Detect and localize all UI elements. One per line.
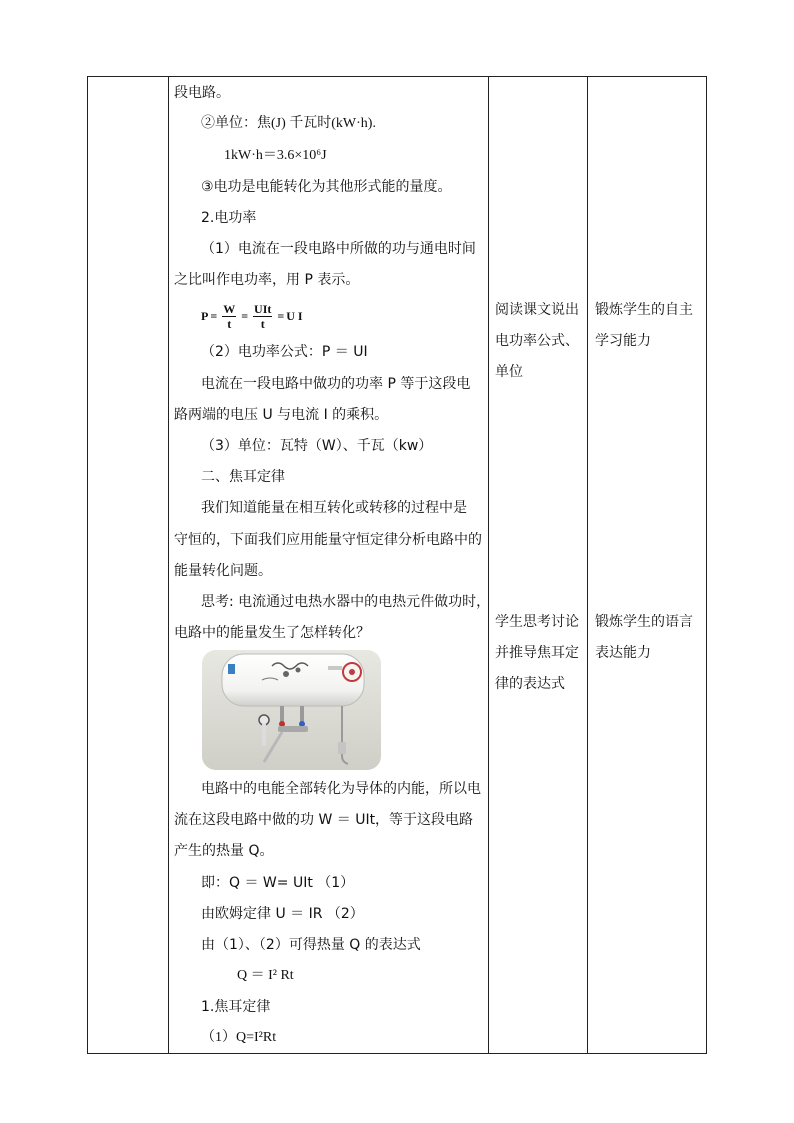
formula-p: P	[201, 308, 209, 323]
section-heading: 二、焦耳定律	[201, 469, 285, 485]
student-activity-1	[495, 295, 579, 388]
student-activity-2	[495, 607, 579, 700]
content-line: 即：Q ＝ W= UIt （1）	[201, 875, 355, 891]
content-line: 路两端的电压 U 与电流 I 的乘积。	[174, 407, 389, 423]
content-line: （1）Q=I²Rt	[201, 1030, 277, 1045]
content-line: Q ＝ I² Rt	[237, 968, 294, 983]
fraction-uit-over-t	[253, 302, 272, 331]
content-line: 由（1）、（2）可得热量 Q 的表达式	[201, 937, 421, 953]
activity-line: 阅读课文说出	[495, 302, 579, 318]
intent-line: 学习能力	[595, 333, 651, 349]
intent-line: 锻炼学生的语言	[595, 614, 693, 630]
intent-line: 锻炼学生的自主	[595, 302, 693, 318]
content-heading: 1.焦耳定律	[201, 999, 271, 1015]
content-line: 守恒的，下面我们应用能量守恒定律分析电路中的	[174, 532, 482, 548]
design-intent-1	[595, 295, 693, 357]
activity-line: 单位	[495, 364, 523, 380]
fraction-w-over-t	[222, 302, 236, 331]
fraction-numerator: W	[223, 301, 236, 316]
activity-line: 学生思考讨论	[495, 614, 579, 630]
content-line: （2）电功率公式：P ＝ UI	[201, 344, 368, 360]
content-line: 产生的热量 Q。	[174, 843, 274, 859]
content-line: ③电功是电能转化为其他形式能的量度。	[201, 179, 452, 195]
column-divider-1	[168, 77, 169, 1053]
content-line: 电路中的能量发生了怎样转化？	[174, 625, 370, 641]
content-line: 能量转化问题。	[174, 563, 272, 579]
fraction-numerator: UIt	[254, 301, 272, 316]
content-line: ②单位：焦(J) 千瓦时(kW·h).	[201, 116, 376, 131]
activity-line: 并推导焦耳定	[495, 645, 579, 661]
activity-line: 律的表达式	[495, 676, 565, 692]
content-heading: 2.电功率	[201, 210, 257, 226]
fraction-denominator: t	[227, 316, 232, 331]
content-line: 段电路。	[174, 85, 230, 101]
activity-line: 电功率公式、	[495, 333, 579, 349]
content-line: （3）单位：瓦特（W）、千瓦（kw）	[201, 438, 433, 454]
content-line: 电流在一段电路中做功的功率 P 等于这段电	[201, 376, 471, 392]
content-line: 我们知道能量在相互转化或转移的过程中是	[201, 500, 467, 516]
formula-equals: =	[210, 308, 218, 323]
content-line: 1kW·h＝3.6×10⁶J	[224, 148, 327, 163]
column-divider-3	[587, 77, 588, 1053]
design-intent-2	[595, 607, 693, 669]
formula-equals: =	[241, 308, 249, 323]
content-line: 思考: 电流通过电热水器中的电热元件做功时，	[201, 594, 491, 610]
formula-equals: =	[277, 308, 285, 323]
content-line: 流在这段电路中做的功 W ＝ UIt，等于这段电路	[174, 812, 474, 828]
content-line: 电路中的电能全部转化为导体的内能，所以电	[201, 781, 481, 797]
intent-line: 表达能力	[595, 645, 651, 661]
fraction-denominator: t	[260, 316, 265, 331]
content-line: 由欧姆定律 U ＝ IR （2）	[201, 906, 364, 922]
water-heater-photo-icon	[202, 650, 381, 770]
content-line: 之比叫作电功率，用 P 表示。	[174, 272, 360, 288]
water-heater-illustration	[202, 650, 381, 770]
column-divider-2	[488, 77, 489, 1053]
power-formula	[201, 298, 303, 334]
formula-ui: U I	[286, 308, 303, 323]
content-line: （1）电流在一段电路中所做的功与通电时间	[201, 241, 476, 257]
